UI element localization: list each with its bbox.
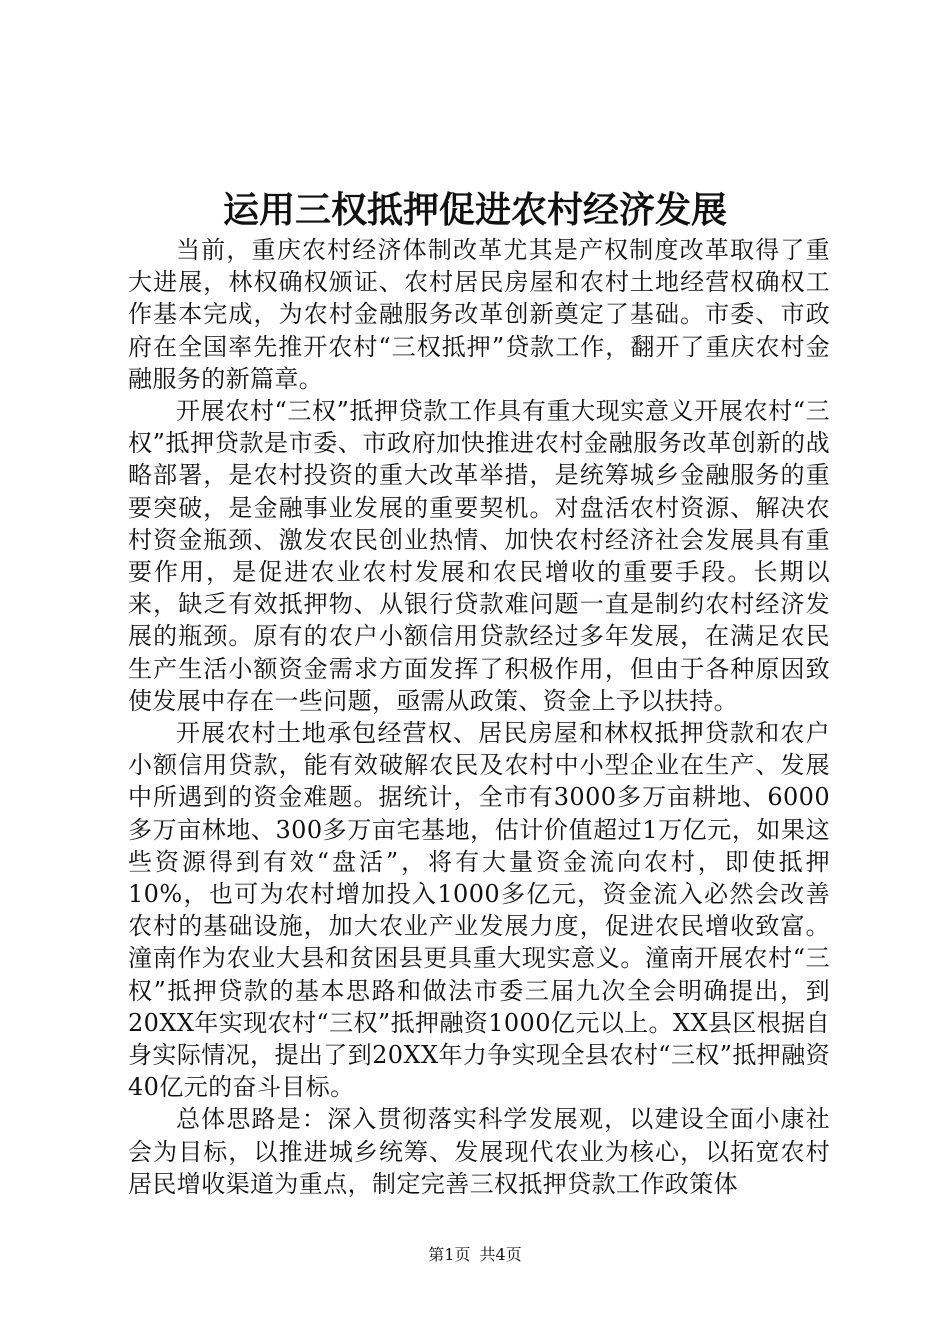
page-number: 第1页 xyxy=(428,1245,471,1264)
paragraph: 总体思路是：深入贯彻落实科学发展观，以建设全面小康社会为目标，以推进城乡统筹、发展现代农业为核心，以拓宽农村居民增收渠道为重点，制定完善三权抵押贷款工作政策体 xyxy=(128,1105,830,1198)
paragraph: 开展农村土地承包经营权、居民房屋和林权抵押贷款和农户小额信用贷款，能有效破解农民及农村中小型企业在生产、发展中所遇到的资金难题。据统计，全市有3000多万亩耕地、6000多万亩林地、300多万亩宅基地，估计价值超过1万亿元，如果这些资源得到有效“盘活”，将有大量资金流向农村，即使抵押10%，也可为农村增加投入1000多亿元，资金流入必然会改善农村的基础设施，加大农业产业发展力度，促进农民增收致富。潼南作为农业大县和贫困县更具重大现实意义。潼南开展农村“三权”抵押贷款的基本思路和做法市委三届九次全会明确提出，到20XX年实现农村“三权”抵押融资1000亿元以上。XX县区根据自身实际情况，提出了到20XX年力争实现全县农村“三权”抵押融资40亿元的奋斗目标。 xyxy=(128,719,830,1102)
document-title: 运用三权抵押促进农村经济发展 xyxy=(222,189,727,231)
paragraph: 开展农村“三权”抵押贷款工作具有重大现实意义开展农村“三权”抵押贷款是市委、市政府加快推进农村金融服务改革创新的战略部署，是农村投资的重大改革举措，是统筹城乡金融服务的重要突破，是金融事业发展的重要契机。对盘活农村资源、解决农村资金瓶颈、激发农民创业热情、加快农村经济社会发展具有重要作用，是促进农业农村发展和农民增收的重要手段。长期以来，缺乏有效抵押物、从银行贷款难问题一直是制约农村经济发展的瓶颈。原有的农户小额信用贷款经过多年发展，在满足农民生产生活小额资金需求方面发挥了积极作用，但由于各种原因致使发展中存在一些问题，亟需从政策、资金上予以扶持。 xyxy=(128,397,830,715)
paragraph: 当前，重庆农村经济体制改革尤其是产权制度改革取得了重大进展，林权确权颁证、农村居民房屋和农村土地经营权确权工作基本完成，为农村金融服务改革创新奠定了基础。市委、市政府在全国率先推开农村“三权抵押”贷款工作，翻开了重庆农村金融服务的新篇章。 xyxy=(128,236,830,393)
page-footer xyxy=(0,1244,950,1266)
document-body xyxy=(128,234,830,1200)
page-total: 共4页 xyxy=(479,1245,522,1264)
